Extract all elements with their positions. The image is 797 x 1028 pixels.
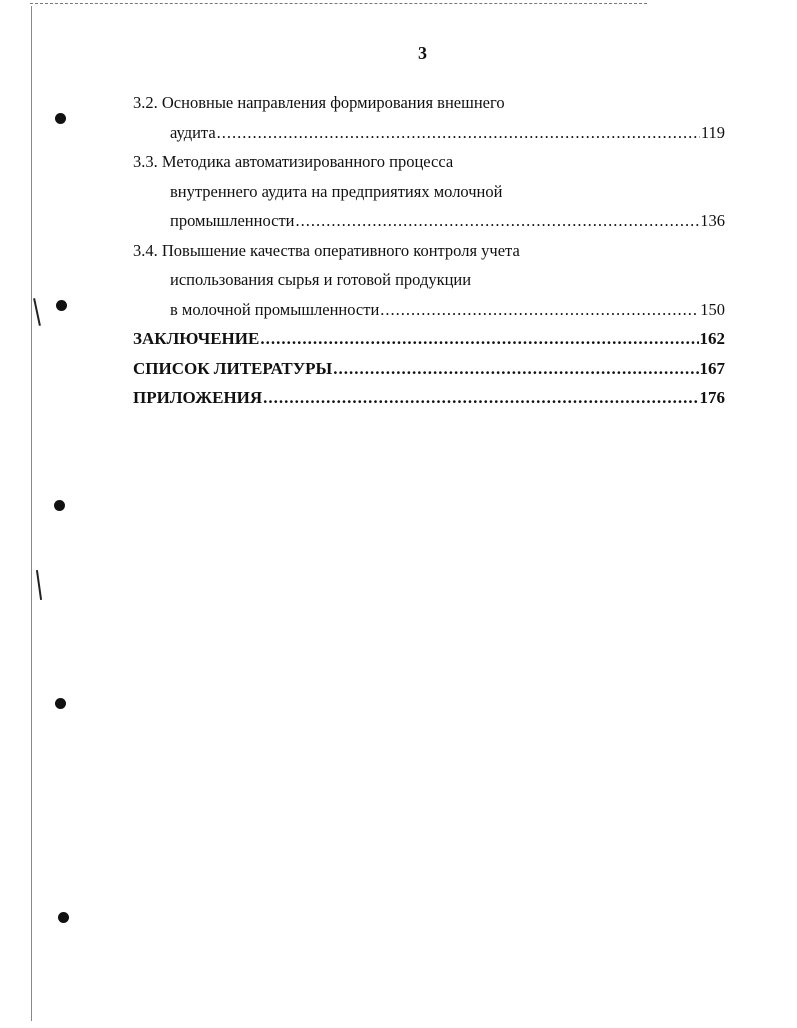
toc-entry-text: 3.4. Повышение качества оперативного контроля учета xyxy=(133,240,520,260)
toc-entry-3-4-cont xyxy=(133,295,725,325)
toc-page-number: 167 xyxy=(699,358,725,378)
toc-entry-text: внутреннего аудита на предприятиях молочной xyxy=(170,181,503,201)
toc-entry-3-3-cont xyxy=(133,177,725,207)
toc-entry-text: СПИСОК ЛИТЕРАТУРЫ xyxy=(133,358,333,378)
table-of-contents xyxy=(133,88,725,413)
toc-entry-3-2-cont xyxy=(133,118,725,148)
dot-leader xyxy=(263,383,698,413)
toc-entry-text: использования сырья и готовой продукции xyxy=(170,270,472,289)
punch-hole-mark xyxy=(58,912,69,923)
toc-entry-conclusion xyxy=(133,324,725,354)
punch-hole-mark xyxy=(55,113,66,124)
punch-hole-mark xyxy=(54,500,65,511)
toc-entry-text: в молочной промышленности xyxy=(170,299,380,319)
toc-page-number: 162 xyxy=(699,329,725,348)
toc-entry-text: промышленности xyxy=(170,211,295,230)
dot-leader xyxy=(380,295,699,325)
toc-entry-text: ЗАКЛЮЧЕНИЕ xyxy=(133,329,260,348)
toc-entry-text: 3.3. Методика автоматизированного процесса xyxy=(133,152,454,171)
toc-entry-references xyxy=(133,354,725,384)
toc-entry-3-2 xyxy=(133,88,725,118)
scan-top-edge xyxy=(30,3,647,4)
dot-leader xyxy=(260,324,698,354)
toc-entry-text: 3.2. Основные направления формирования внешнего xyxy=(133,93,505,112)
page-number: 3 xyxy=(418,43,427,63)
toc-page-number: 150 xyxy=(700,299,725,319)
scan-margin-mark xyxy=(36,570,42,600)
toc-entry-3-4-cont xyxy=(133,265,725,295)
scan-margin-mark xyxy=(33,298,41,326)
toc-page-number: 136 xyxy=(700,211,725,230)
toc-entry-3-4 xyxy=(133,236,725,266)
dot-leader xyxy=(296,206,700,236)
toc-page-number: 119 xyxy=(700,122,725,142)
toc-entry-text: аудита xyxy=(170,122,216,142)
punch-hole-mark xyxy=(55,698,66,709)
toc-entry-3-3 xyxy=(133,147,725,177)
toc-entry-3-3-cont xyxy=(133,206,725,236)
toc-entry-text: ПРИЛОЖЕНИЯ xyxy=(133,388,263,407)
toc-page-number: 176 xyxy=(699,388,725,407)
scan-left-edge xyxy=(31,6,32,1021)
dot-leader xyxy=(333,354,698,384)
punch-hole-mark xyxy=(56,300,67,311)
toc-entry-appendices xyxy=(133,383,725,413)
dot-leader xyxy=(217,118,700,148)
